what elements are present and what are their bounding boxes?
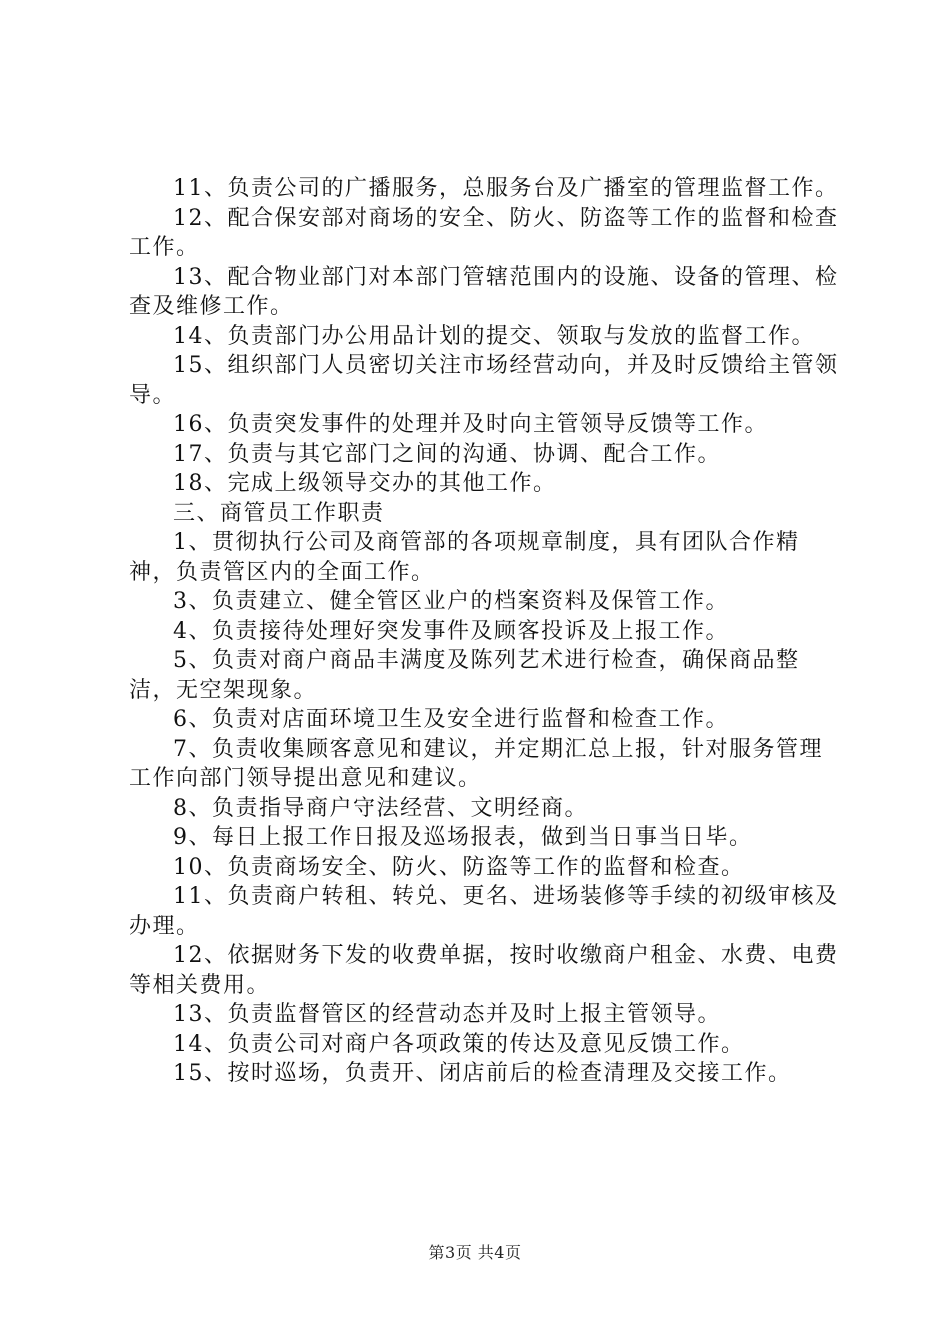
page-number: 第3页 共4页 <box>428 1243 522 1262</box>
section-heading: 三、商管员工作职责 <box>173 500 385 526</box>
paragraph-22: 15、按时巡场，负责开、闭店前后的检查清理及交接工作。 <box>173 1061 792 1086</box>
paragraph-12: 5、负责对商户商品丰满度及陈列艺术进行检查，确保商品整洁，无空架现象。 <box>129 648 800 703</box>
paragraph-4: 14、负责部门办公用品计划的提交、领取与发放的监督工作。 <box>173 323 815 349</box>
paragraph-15: 8、负责指导商户守法经营、文明经商。 <box>173 795 588 821</box>
paragraph-11: 4、负责接待处理好突发事件及顾客投诉及上报工作。 <box>173 618 729 644</box>
document-body <box>129 174 841 1089</box>
paragraph-7: 17、负责与其它部门之间的沟通、协调、配合工作。 <box>173 441 721 467</box>
paragraph-16: 9、每日上报工作日报及巡场报表，做到当日事当日毕。 <box>173 825 753 850</box>
paragraph-20: 13、负责监督管区的经营动态并及时上报主管领导。 <box>173 1002 721 1027</box>
paragraph-9: 1、贯彻执行公司及商管部的各项规章制度，具有团队合作精神，负责管区内的全面工作。 <box>129 530 800 585</box>
paragraph-1: 11、负责公司的广播服务，总服务台及广播室的管理监督工作。 <box>173 176 839 201</box>
paragraph-6: 16、负责突发事件的处理并及时向主管领导反馈等工作。 <box>173 412 768 437</box>
paragraph-21: 14、负责公司对商户各项政策的传达及意见反馈工作。 <box>173 1031 745 1057</box>
page-footer <box>0 1240 950 1263</box>
paragraph-2: 12、配合保安部对商场的安全、防火、防盗等工作的监督和检查工作。 <box>129 205 839 260</box>
paragraph-5: 15、组织部门人员密切关注市场经营动向，并及时反馈给主管领导。 <box>129 353 839 408</box>
paragraph-18: 11、负责商户转租、转兑、更名、进场装修等手续的初级审核及办理。 <box>129 884 839 939</box>
paragraph-17: 10、负责商场安全、防火、防盗等工作的监督和检查。 <box>173 854 745 880</box>
paragraph-10: 3、负责建立、健全管区业户的档案资料及保管工作。 <box>173 589 729 614</box>
paragraph-19: 12、依据财务下发的收费单据，按时收缴商户租金、水费、电费等相关费用。 <box>129 943 839 998</box>
paragraph-13: 6、负责对店面环境卫生及安全进行监督和检查工作。 <box>173 707 729 732</box>
paragraph-8: 18、完成上级领导交办的其他工作。 <box>173 471 557 496</box>
paragraph-14: 7、负责收集顾客意见和建议，并定期汇总上报，针对服务管理工作向部门领导提出意见和建议。 <box>129 736 823 791</box>
paragraph-3: 13、配合物业部门对本部门管辖范围内的设施、设备的管理、检查及维修工作。 <box>129 264 839 319</box>
